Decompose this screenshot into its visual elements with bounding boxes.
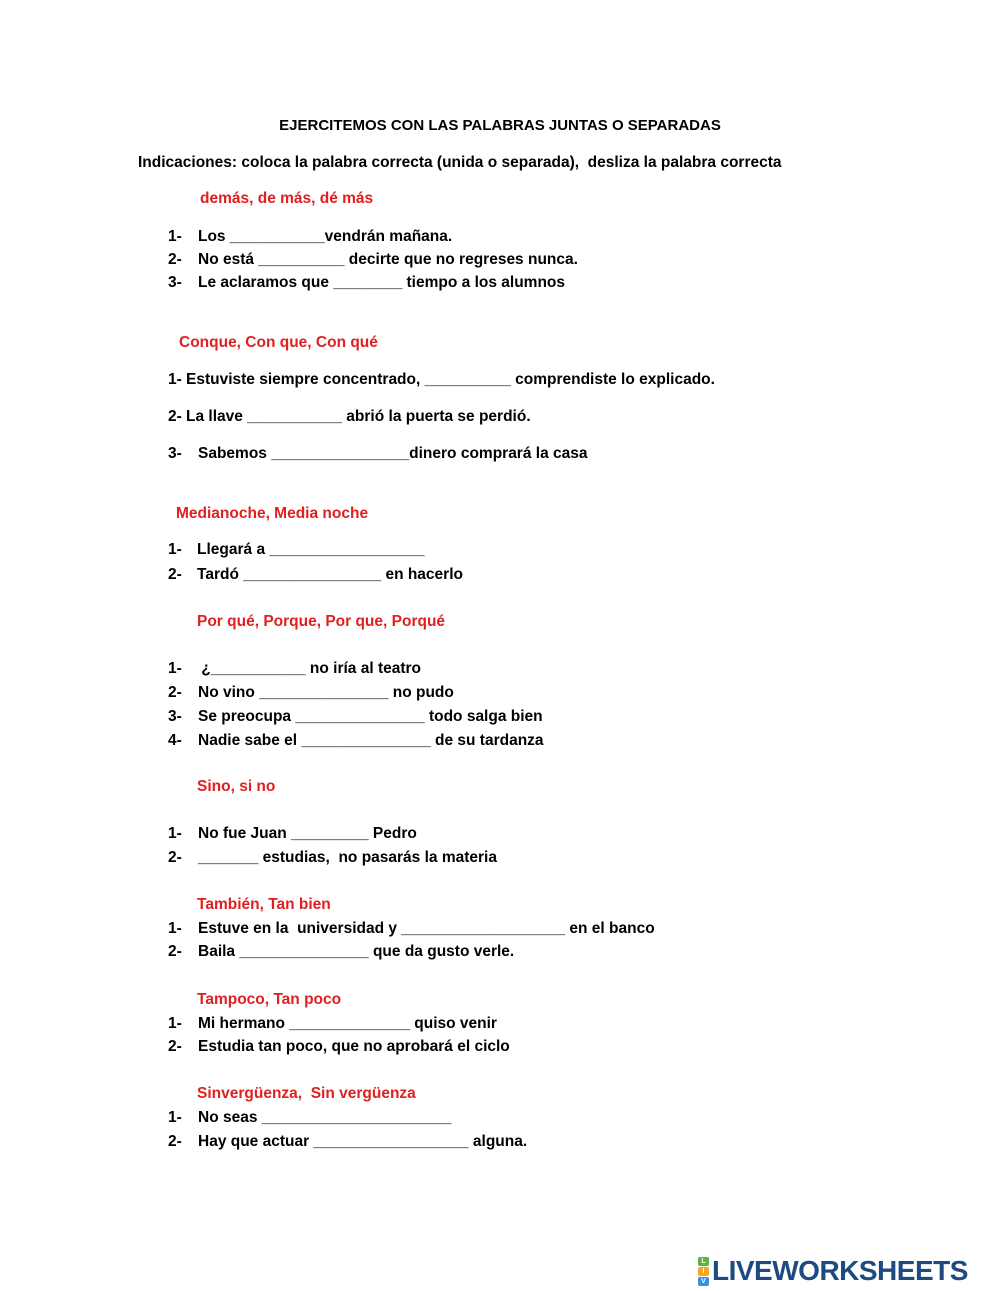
logo-square: L [698, 1257, 709, 1266]
item-text: Baila _______________ que da gusto verle. [198, 943, 515, 960]
item-text: _______ estudias, no pasarás la materia [198, 849, 497, 866]
item-number: 2- [168, 684, 182, 701]
logo-squares-icon [698, 1257, 709, 1286]
section-heading: Sino, si no [197, 778, 276, 795]
section-heading: También, Tan bien [197, 896, 331, 913]
item-number: 1- [168, 1015, 182, 1032]
section-heading: demás, de más, dé más [200, 190, 374, 207]
item-number: 1- [168, 1109, 182, 1126]
item-number: 4- [168, 732, 182, 749]
item-number: 3- [168, 274, 182, 291]
item-number: 1- [168, 920, 182, 937]
item-text: Llegará a __________________ [197, 541, 425, 558]
logo-square: V [698, 1277, 709, 1286]
item-number: 3- [168, 708, 182, 725]
item-text: No seas ______________________ [198, 1109, 452, 1126]
page-title: EJERCITEMOS CON LAS PALABRAS JUNTAS O SEPARADAS [279, 117, 721, 134]
item-text: Estudia tan poco, que no aprobará el ciclo [198, 1038, 510, 1055]
item-text: Los ___________vendrán mañana. [198, 228, 453, 245]
item-text: No fue Juan _________ Pedro [198, 825, 417, 842]
section-heading: Medianoche, Media noche [176, 505, 369, 522]
item-text: La llave ___________ abrió la puerta se perdió. [186, 408, 531, 425]
item-number: 2- [168, 849, 182, 866]
item-text: ¿___________ no iría al teatro [197, 660, 422, 677]
item-text: No vino _______________ no pudo [198, 684, 454, 701]
item-number: 1- [168, 228, 182, 245]
item-text: Le aclaramos que ________ tiempo a los alumnos [198, 274, 565, 291]
item-number: 1- [168, 660, 182, 677]
item-text: No está __________ decirte que no regreses nunca. [198, 251, 578, 268]
item-number: 2- [168, 408, 182, 425]
item-text: Se preocupa _______________ todo salga bien [198, 708, 543, 725]
logo-square: I [698, 1267, 709, 1276]
item-number: 2- [168, 1038, 182, 1055]
item-number: 2- [168, 1133, 182, 1150]
instructions: Indicaciones: coloca la palabra correcta (unida o separada), desliza la palabra correcta [138, 154, 782, 171]
logo-text: LIVEWORKSHEETS [712, 1255, 968, 1286]
section-heading: Por qué, Porque, Por que, Porqué [197, 613, 446, 630]
item-number: 1- [168, 825, 182, 842]
item-text: Estuve en la universidad y ___________________ en el banco [198, 920, 655, 937]
item-text: Mi hermano ______________ quiso venir [198, 1015, 497, 1032]
item-number: 3- [168, 445, 182, 462]
item-number: 2- [168, 566, 182, 583]
section-heading: Conque, Con que, Con qué [179, 334, 378, 351]
item-text: Nadie sabe el _______________ de su tardanza [198, 732, 544, 749]
item-text: Sabemos ________________dinero comprará la casa [198, 445, 588, 462]
item-number: 2- [168, 251, 182, 268]
section-heading: Sinvergüenza, Sin vergüenza [197, 1085, 416, 1102]
item-number: 2- [168, 943, 182, 960]
liveworksheets-logo [698, 1254, 968, 1288]
item-number: 1- [168, 541, 182, 558]
item-text: Estuviste siempre concentrado, __________ comprendiste lo explicado. [186, 371, 715, 388]
item-text: Hay que actuar __________________ alguna. [198, 1133, 528, 1150]
item-number: 1- [168, 371, 182, 388]
section-heading: Tampoco, Tan poco [197, 991, 342, 1008]
item-text: Tardó ________________ en hacerlo [197, 566, 463, 583]
